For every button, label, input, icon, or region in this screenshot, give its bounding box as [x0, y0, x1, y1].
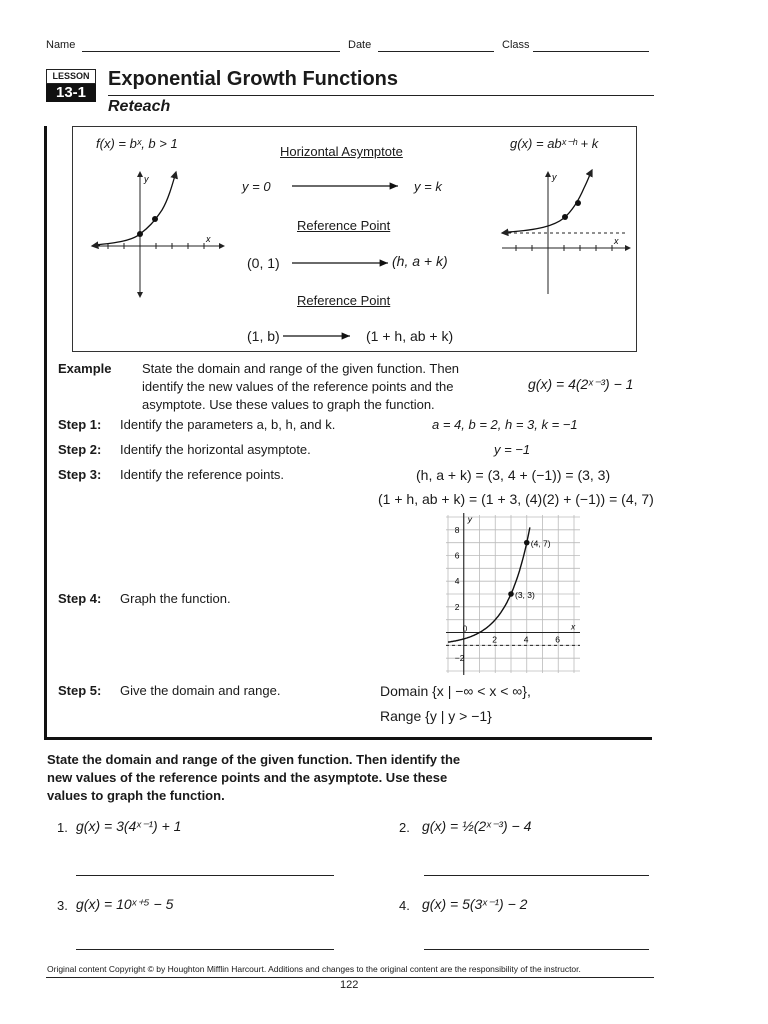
problem-1-answer-line[interactable] [76, 875, 334, 876]
section-bottom-bar [44, 737, 652, 740]
practice-instructions-1: State the domain and range of the given function. Then identify the [47, 752, 461, 767]
page-number: 122 [340, 979, 359, 991]
page-subtitle: Reteach [108, 98, 171, 115]
step-1-result: a = 4, b = 2, h = 3, k = −1 [432, 417, 578, 432]
problem-2-number: 2. [399, 820, 410, 835]
step-5-label: Step 5: [58, 683, 102, 698]
asymptote-to: y = k [414, 179, 442, 194]
reference-point-1 [508, 591, 514, 597]
step-2-result: y = −1 [494, 442, 531, 457]
name-label: Name [46, 39, 76, 51]
date-label: Date [348, 39, 372, 51]
example-text-1: State the domain and range of the given function. Then [142, 361, 460, 376]
parent-graph-x-label: x [206, 234, 211, 244]
problem-3-answer-line[interactable] [76, 949, 334, 950]
example-label: Example [58, 361, 112, 376]
x-axis-label: x [571, 621, 576, 632]
step-3-result-2: (1 + h, ab + k) = (1 + 3, (4)(2) + (−1)) = (4, 7) [378, 491, 654, 507]
example-graph [446, 513, 580, 675]
parent-function-graph [88, 166, 228, 300]
footer-rule [46, 977, 654, 978]
step-3-text: Identify the reference points. [120, 467, 285, 482]
y-tick-label: 2 [454, 601, 460, 612]
transformed-function-graph [498, 166, 634, 300]
ref-point-1-from: (0, 1) [247, 255, 280, 271]
transformed-function: g(x) = abˣ⁻ʰ + k [510, 136, 599, 151]
y-tick-label: 4 [454, 576, 460, 587]
step-5-text: Give the domain and range. [120, 683, 281, 698]
class-label: Class [502, 39, 530, 51]
function-curve [448, 524, 530, 642]
copyright-notice: Original content Copyright © by Houghton Mifflin Harcourt. Additions and changes to the original content are the responsibility of the instructor. [47, 964, 581, 974]
step-1-label: Step 1: [58, 417, 102, 432]
y-tick-label: −2 [454, 653, 465, 664]
problem-4-expression: g(x) = 5(3ˣ⁻¹) − 2 [422, 896, 528, 912]
reference-point-2 [524, 540, 530, 546]
asymptote-from: y = 0 [242, 179, 271, 194]
origin-label: 0 [462, 624, 468, 634]
ref-point-heading-2: Reference Point [297, 293, 391, 308]
problem-2-expression: g(x) = ½(2ˣ⁻³) − 4 [422, 818, 532, 834]
practice-instructions-3: values to graph the function. [47, 788, 225, 803]
step-1-text: Identify the parameters a, b, h, and k. [120, 417, 336, 432]
x-tick-label: 2 [492, 634, 497, 645]
problem-4-number: 4. [399, 898, 410, 913]
lesson-badge-label: LESSON [46, 69, 96, 84]
x-tick-label: 4 [523, 634, 529, 645]
parent-function: f(x) = bˣ, b > 1 [96, 136, 178, 151]
step-3-result: (h, a + k) = (3, 4 + (−1)) = (3, 3) [416, 467, 611, 483]
transformed-graph-x-label: x [614, 236, 619, 246]
step-5-domain: Domain {x | −∞ < x < ∞}, [380, 683, 531, 699]
problem-3-expression: g(x) = 10ˣ⁺⁵ − 5 [76, 896, 174, 912]
example-text-2: identify the new values of the reference points and the [142, 379, 454, 394]
example-function: g(x) = 4(2ˣ⁻³) − 1 [528, 376, 634, 392]
step-2-text: Identify the horizontal asymptote. [120, 442, 311, 457]
example-text-3: asymptote. Use these values to graph the function. [142, 397, 435, 412]
x-tick-label: 6 [555, 634, 560, 645]
problem-1-number: 1. [57, 820, 68, 835]
ref-point-2-to: (1 + h, ab + k) [366, 328, 454, 344]
asymptote-heading: Horizontal Asymptote [280, 144, 403, 159]
y-tick-label: 8 [454, 524, 460, 535]
ref-point-1-to: (h, a + k) [392, 253, 448, 269]
step-4-label: Step 4: [58, 591, 102, 606]
page-title: Exponential Growth Functions [108, 68, 398, 90]
transformed-graph-y-label: y [552, 172, 557, 182]
practice-instructions-2: new values of the reference points and the asymptote. Use these [47, 770, 448, 785]
lesson-number: 13-1 [46, 84, 96, 102]
step-5-range: Range {y | y > −1} [380, 708, 492, 724]
reference-point-label-2: (4, 7) [530, 538, 551, 549]
parent-graph-y-label: y [144, 174, 149, 184]
problem-1-expression: g(x) = 3(4ˣ⁻¹) + 1 [76, 818, 182, 834]
reference-point-label-1: (3, 3) [515, 590, 535, 600]
ref-point-2-from: (1, b) [247, 328, 280, 344]
step-3-label: Step 3: [58, 467, 102, 482]
y-tick-label: 6 [454, 550, 460, 561]
ref-point-heading-1: Reference Point [297, 218, 391, 233]
problem-3-number: 3. [57, 898, 68, 913]
step-2-label: Step 2: [58, 442, 102, 457]
problem-2-answer-line[interactable] [424, 875, 649, 876]
step-4-text: Graph the function. [120, 591, 231, 606]
y-axis-label: y [467, 514, 472, 524]
problem-4-answer-line[interactable] [424, 949, 649, 950]
